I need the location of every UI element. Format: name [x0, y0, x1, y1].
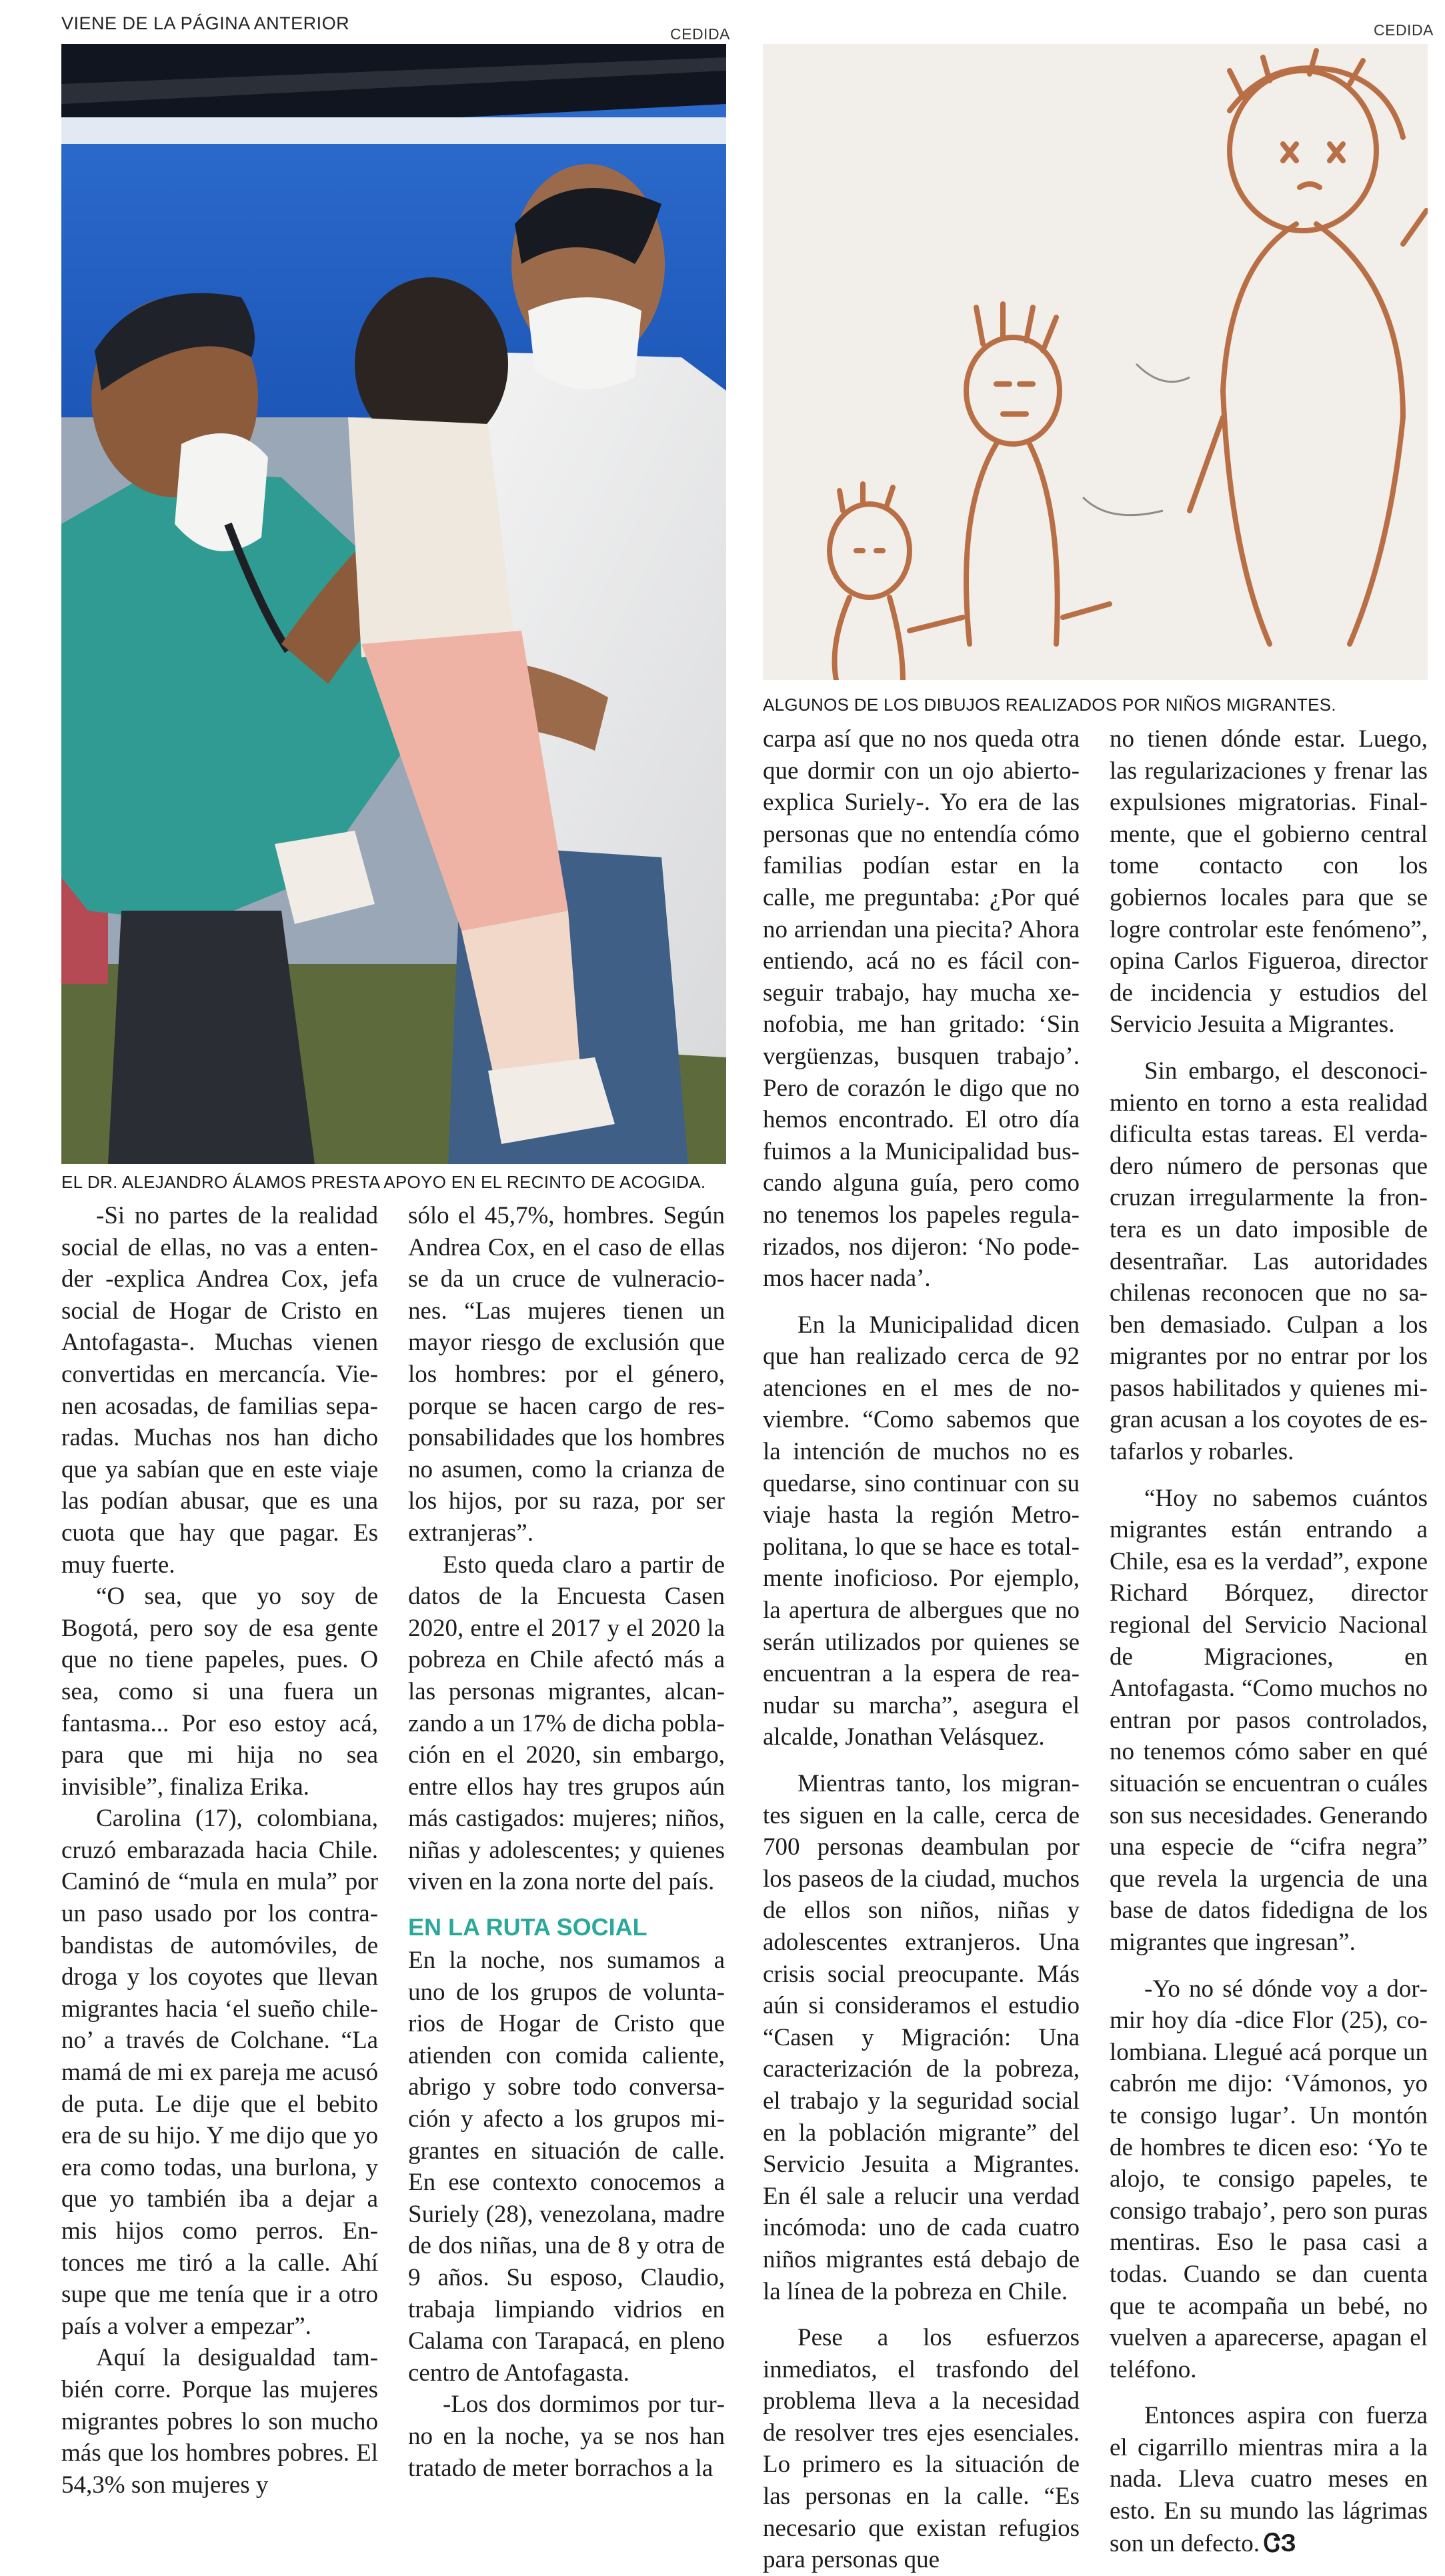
- photo-medical-checkup: [61, 44, 726, 1164]
- paragraph: -Los dos dormimos por turno en la noche, ya se nos han tratado de meter borrachos a la: [408, 2391, 725, 2482]
- article-column-2: [408, 1200, 725, 2484]
- paragraph: Aquí la desigualdad también corre. Porque las mujeres migrantes pobres lo son mucho más que los hombres pobres. El 54,3% son mujeres y: [61, 2344, 378, 2499]
- paragraph-text: Entonces aspira con fuerza el cigarrillo mientras mira a la nada. Lleva cuatro meses en esto. En su mundo las lágrimas son un defecto.: [1110, 2402, 1428, 2557]
- paragraph-final: [1110, 2400, 1428, 2559]
- paragraph: En la Municipalidad dicen que han realizado cerca de 92 atenciones en el mes de noviembre. “Como sabemos que la intención de muchos no es quedarse, sino continuar con su viaje hasta la región Metropolitana, lo que se hace es totalmente inoficioso. Por ejemplo, la apertura de albergues que no serán utilizados por quienes se encuentran a la espera de reanudar su marcha”, asegura el alcalde, Jonathan Velásquez.: [763, 1311, 1080, 1751]
- paragraph: Esto queda claro a partir de datos de la Encuesta Casen 2020, entre el 2017 y el 2020 la pobreza en Chile afectó más a las personas migrantes, alcanzando a un 17% de dicha población en el 2020, sin embargo, entre ellos hay tres grupos aún más castigados: mujeres; niños, niñas y adolescentes; y quienes viven en la zona norte del país.: [408, 1551, 725, 1896]
- paragraph: Mientras tanto, los migrantes siguen en la calle, cerca de 700 personas deambulan por los paseos de la ciudad, muchos de ellos son niños, niñas y adolescentes extranjeros. Una crisis social preocupante. Más aún si consideramos el estudio “Casen y Migración: Una caracterización de la pobreza, el trabajo y la seguridad social en la población migrante” del Servicio Jesuita a Migrantes. En él sale a relucir una verdad incómoda: uno de cada cuatro niños migrantes está debajo de la línea de la pobreza en Chile.: [763, 1770, 1080, 2305]
- end-mark: ᏣЗ: [1264, 2529, 1296, 2557]
- paragraph: Pese a los esfuerzos inmediatos, el trasfondo del problema lleva a la necesidad de resolver tres ejes esenciales. Lo primero es la situación de las personas en la calle. “Es necesario que existan refugios para personas que: [763, 2324, 1080, 2574]
- paragraph: -Si no partes de la realidad social de ellas, no vas a entender -explica Andrea Cox, jefa social de Hogar de Cristo en Antofagasta-. Muchas vienen convertidas en mercancía. Vienen acosadas, de familias separadas. Muchas nos han dicho que ya sabían que en este viaje las podían abusar, que es una cuota que hay que pagar. Es muy fuerte.: [61, 1202, 378, 1579]
- paragraph: En la noche, nos sumamos a uno de los grupos de voluntarios de Hogar de Cristo que atienden con comida caliente, abrigo y sobre todo conversación y afecto a los grupos migrantes en situación de calle. En ese contexto conocemos a Suriely (28), venezolana, madre de dos niñas, una de 8 y otra de 9 años. Su esposo, Claudio, trabaja limpiando vidrios en Calama con Tarapacá, en pleno centro de Antofagasta.: [408, 1947, 725, 2387]
- photo-caption-left: EL DR. ALEJANDRO ÁLAMOS PRESTA APOYO EN EL RECINTO DE ACOGIDA.: [61, 1172, 706, 1192]
- article-column-3: [763, 723, 1080, 2576]
- paragraph: “Hoy no sabemos cuántos migrantes están entrando a Chile, esa es la verdad”, expone Richard Bórquez, director regional del Servicio Nacional de Migraciones, en Antofagasta. “Como muchos no entran por pasos controlados, no tenemos cómo saber en qué situación se encuentran o cuáles son sus necesidades. Generando una especie de “cifra negra” que revela la urgencia de una base de datos fidedigna de los migrantes que ingresan”.: [1110, 1484, 1428, 1956]
- paragraph: -Yo no sé dónde voy a dormir hoy día -dice Flor (25), colombiana. Llegué acá porque un cabrón me dijo: ‘Vámonos, yo te consigo lugar’. Un montón de hombres te dicen eso: ‘Yo te alojo, te consigo papeles, te consigo trabajo’, pero son puras mentiras. Eso le pasa casi a todas. Cuando se dan cuenta que te acompaña un bebé, no vuelven a aparecerse, apagan el teléfono.: [1110, 1975, 1428, 2383]
- paragraph: “O sea, que yo soy de Bogotá, pero soy de esa gente que no tiene papeles, pues. O sea, como si una fuera un fantasma... Por eso estoy acá, para que mi hija no sea invisible”, finaliza Erika.: [61, 1583, 378, 1801]
- paragraph: carpa así que no nos queda otra que dormir con un ojo abierto-explica Suriely-. Yo era de las personas que no entendía cómo familias podían estar en la calle, me preguntaba: ¿Por qué no arriendan una piecita? Ahora entiendo, acá no es fácil conseguir trabajo, hay mucha xenofobia, me han gritado: ‘Sin vergüenzas, busquen trabajo’. Pero de corazón le digo que no hemos encontrado. El otro día fuimos a la Municipalidad buscando alguna guía, pero como no tenemos los papeles regularizados, nos dijeron: ‘No podemos hacer nada’.: [763, 725, 1080, 1293]
- photo-credit-right: CEDIDA: [1374, 21, 1434, 39]
- paragraph: Sin embargo, el desconocimiento en torno a esta realidad dificulta estas tareas. El verdadero número de personas que cruzan irregularmente la frontera es un dato imposible de desentrañar. Las autoridades chilenas reconocen que no saben demasiado. Culpan a los migrantes por no entrar por los pasos habilitados y quienes migran acusan a los coyotes de estafarlos y robarles.: [1110, 1057, 1428, 1466]
- paragraph: sólo el 45,7%, hombres. Según Andrea Cox, en el caso de ellas se da un cruce de vulneraciones. “Las mujeres tienen un mayor riesgo de exclusión que los hombres: por el género, porque se hacen cargo de responsabilidades que los hombres no asumen, como la crianza de los hijos, por su raza, por ser extranjeras”.: [408, 1202, 725, 1547]
- photo-caption-right: ALGUNOS DE LOS DIBUJOS REALIZADOS POR NIÑOS MIGRANTES.: [763, 695, 1336, 715]
- paragraph: no tienen dónde estar. Luego, las regularizaciones y frenar las expulsiones migratorias. Finalmente, que el gobierno central tome contacto con los gobiernos locales para que se logre controlar este fenómeno”, opina Carlos Figueroa, director de incidencia y estudios del Servicio Jesuita a Migrantes.: [1110, 725, 1428, 1039]
- section-heading: EN LA RUTA SOCIAL: [408, 1913, 647, 1941]
- article-column-1: [61, 1200, 378, 2501]
- photo-credit-left: CEDIDA: [670, 25, 730, 43]
- paragraph: Carolina (17), colombiana, cruzó embarazada hacia Chile. Caminó de “mula en mula” por un paso usado por los contrabandistas de automóviles, de droga y los coyotes que llevan migrantes hacia ‘el sueño chileno’ a través de Colchane. “La mamá de mi ex pareja me acusó de puta. Le dije que el bebito era de su hijo. Y me dijo que yo era como todas, una burlona, y que yo también iba a dejar a mis hijos como perros. Entonces me tiró a la calle. Ahí supe que me tenía que ir a otro país a volver a empezar”.: [61, 1805, 378, 2340]
- photo-children-drawing: [763, 44, 1428, 680]
- section-kicker: VIENE DE LA PÁGINA ANTERIOR: [61, 13, 350, 33]
- article-column-4: [1110, 723, 1428, 2559]
